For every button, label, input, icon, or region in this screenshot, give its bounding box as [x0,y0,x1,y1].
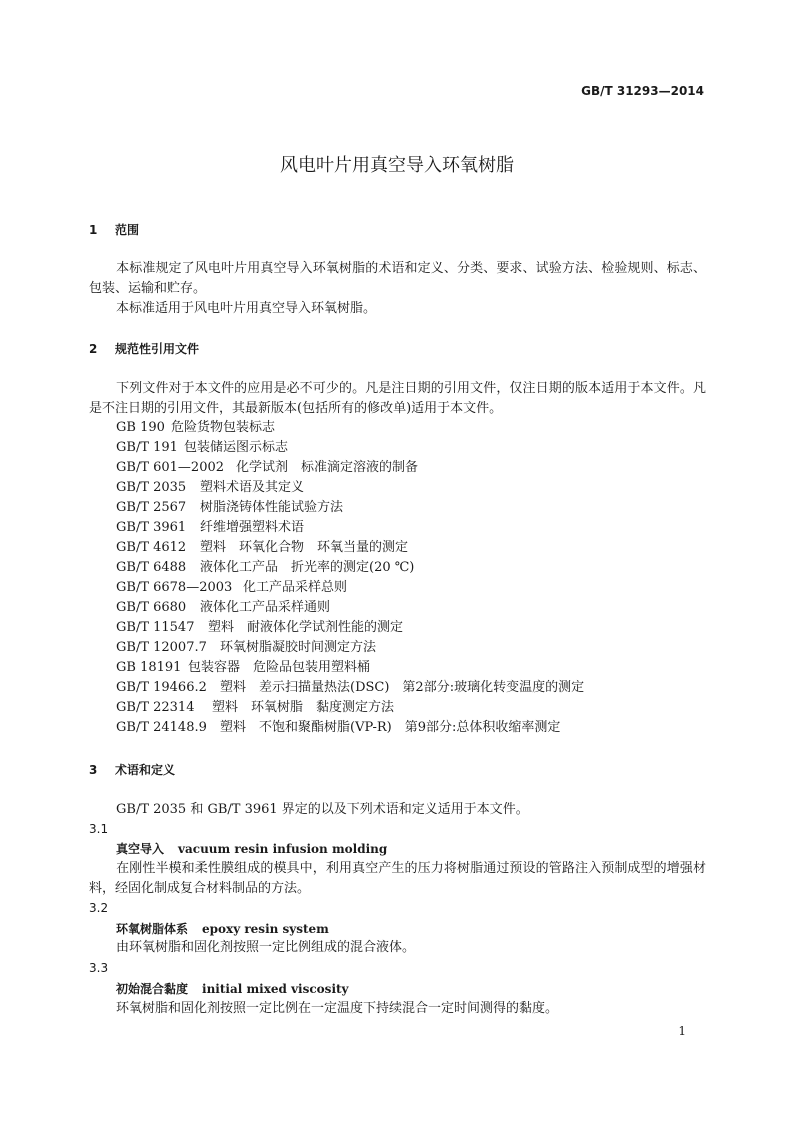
term-number: 3.2 [89,901,109,915]
term-name: 环氧树脂体系 epoxy resin system [116,922,329,936]
terms-intro-paragraph: GB/T 2035 和 GB/T 3961 界定的以及下列术语和定义适用于本文件。 [116,802,529,817]
reference-item: GB/T 2567 树脂浇铸体性能试验方法 [116,500,344,515]
section-number: 2 [89,342,98,356]
reference-item: GB/T 11547 塑料 耐液体化学试剂性能的测定 [116,620,404,635]
reference-item: GB/T 6678—2003 化工产品采样总则 [116,580,348,595]
term-definition: 环氧树脂和固化剂按照一定比例在一定温度下持续混合一定时间测得的黏度。 [116,1001,559,1016]
term-definition: 由环氧树脂和固化剂按照一定比例组成的混合液体。 [116,940,416,955]
reference-item: GB/T 2035 塑料术语及其定义 [116,480,305,495]
section-2-heading [89,340,199,357]
reference-item: GB/T 4612 塑料 环氧化合物 环氧当量的测定 [116,540,409,555]
reference-item: GB/T 191 包装储运图示标志 [116,440,289,455]
reference-item: GB/T 6680 液体化工产品采样通则 [116,600,331,615]
section-title: 规范性引用文件 [115,342,200,356]
reference-item: GB/T 12007.7 环氧树脂凝胶时间测定方法 [116,640,377,655]
reference-item: GB/T 22314 塑料 环氧树脂 黏度测定方法 [116,700,395,715]
document-title: 风电叶片用真空导入环氧树脂 [280,155,514,176]
section-number: 1 [89,223,98,237]
reference-item: GB/T 3961 纤维增强塑料术语 [116,520,305,535]
reference-item: GB/T 601—2002 化学试剂 标准滴定溶液的制备 [116,460,419,475]
reference-item: GB 18191 包装容器 危险品包装用塑料桶 [116,660,371,675]
scope-paragraph-1: 本标准规定了风电叶片用真空导入环氧树脂的术语和定义、分类、要求、试验方法、检验规则、标志、包装、运输和贮存。 [89,261,706,296]
term-definition: 在刚性半模和柔性膜组成的模具中，利用真空产生的压力将树脂通过预设的管路注入预制成型的增强材料，经固化制成复合材料制品的方法。 [89,861,706,896]
term-number: 3.1 [89,822,109,836]
reference-item: GB 190 危险货物包装标志 [116,420,276,435]
term-number: 3.3 [89,961,109,975]
term-name: 初始混合黏度 initial mixed viscosity [116,982,349,996]
section-number: 3 [89,763,98,777]
standard-code: GB/T 31293—2014 [581,84,704,98]
section-3-heading [89,761,175,778]
page-number: 1 [678,1024,686,1038]
section-title: 范围 [115,223,140,237]
reference-item: GB/T 24148.9 塑料 不饱和聚酯树脂(VP-R) 第9部分:总体积收缩率测定 [116,720,561,735]
scope-paragraph-2: 本标准适用于风电叶片用真空导入环氧树脂。 [116,301,377,316]
reference-item: GB/T 6488 液体化工产品 折光率的测定(20 ℃) [116,560,415,575]
section-title: 术语和定义 [115,763,176,777]
normative-intro-paragraph: 下列文件对于本文件的应用是必不可少的。凡是注日期的引用文件，仅注日期的版本适用于本文件。凡是不注日期的引用文件，其最新版本(包括所有的修改单)适用于本文件。 [89,381,706,416]
section-1-heading [89,221,139,238]
reference-item: GB/T 19466.2 塑料 差示扫描量热法(DSC) 第2部分:玻璃化转变温度的测定 [116,680,585,695]
term-name: 真空导入 vacuum resin infusion molding [116,842,388,856]
